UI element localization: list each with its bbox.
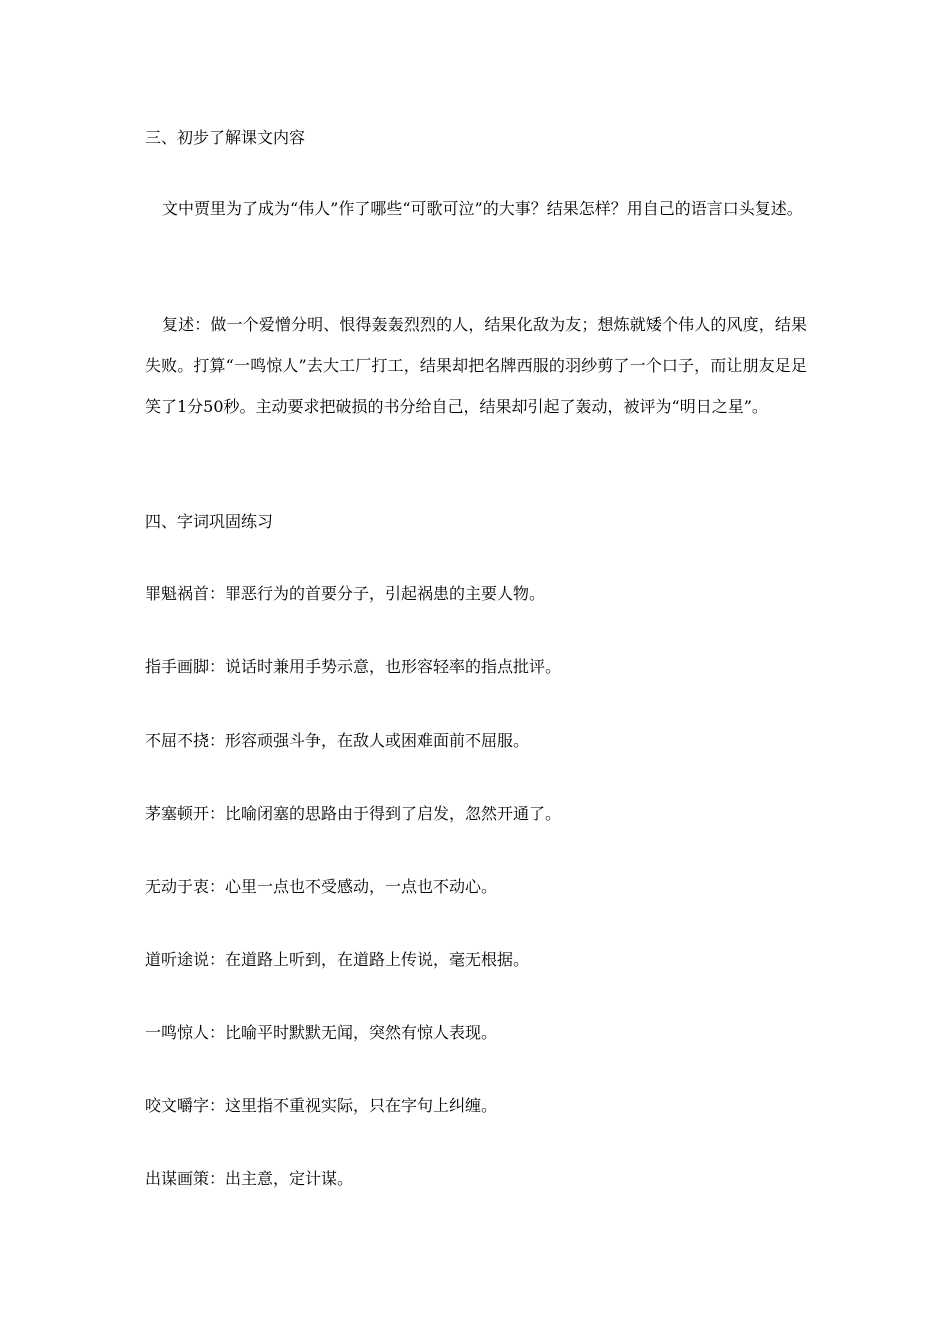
term-item: 茅塞顿开：比喻闭塞的思路由于得到了启发，忽然开通了。 (145, 804, 562, 823)
term-item: 一鸣惊人：比喻平时默默无闻，突然有惊人表现。 (145, 1023, 498, 1042)
term-item: 出谋画策：出主意，定计谋。 (145, 1169, 354, 1188)
section-3-heading: 三、初步了解课文内容 (145, 128, 306, 147)
term-item: 罪魁祸首：罪恶行为的首要分子，引起祸患的主要人物。 (145, 584, 546, 603)
section-3-answer: 复述：做一个爱憎分明、恨得轰轰烈烈的人，结果化敌为友；想炼就矮个伟人的风度，结果失败。打算“一鸣惊人”去大工厂打工，结果却把名牌西服的羽纱剪了一个口子，而让朋友足足笑了1分50秒。主动要求把破损的书分给自己，结果却引起了轰动，被评为“明日之星”。 (145, 315, 807, 416)
term-item: 咬文嚼字：这里指不重视实际，只在字句上纠缠。 (145, 1096, 498, 1115)
term-item: 指手画脚：说话时兼用手势示意，也形容轻率的指点批评。 (145, 657, 562, 676)
section-4-heading: 四、字词巩固练习 (145, 512, 274, 531)
term-item: 不屈不挠：形容顽强斗争，在敌人或困难面前不屈服。 (145, 731, 530, 750)
term-item: 无动于衷：心里一点也不受感动，一点也不动心。 (145, 877, 498, 896)
section-3-question: 文中贾里为了成为“伟人”作了哪些“可歌可泣”的大事？结果怎样？用自己的语言口头复述。 (162, 199, 803, 218)
term-item: 道听途说：在道路上听到，在道路上传说，毫无根据。 (145, 950, 530, 969)
